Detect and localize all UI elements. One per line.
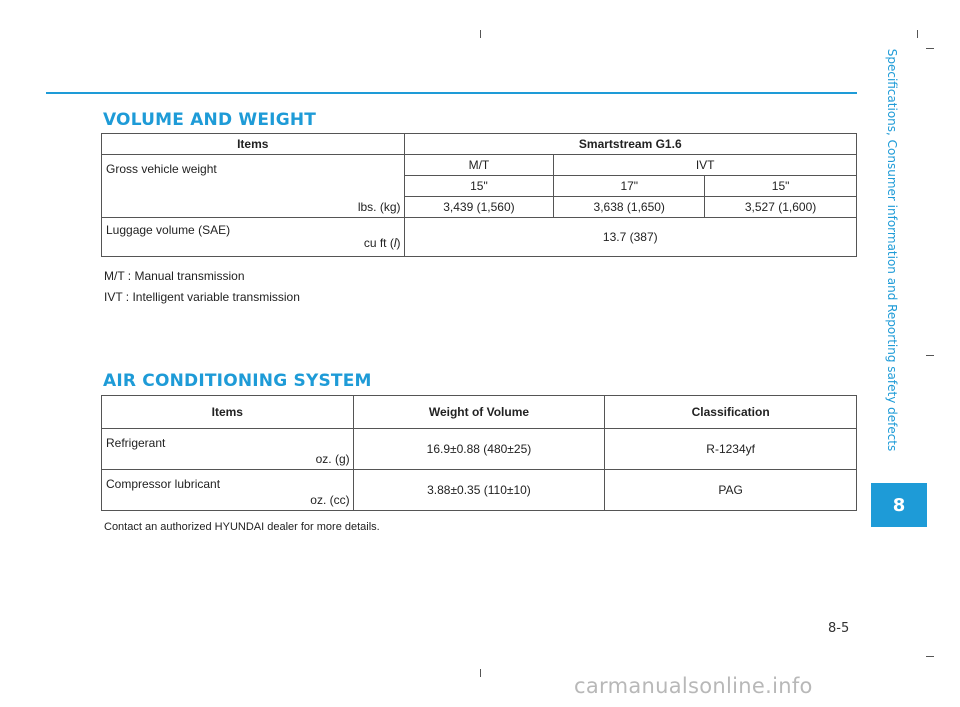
refrigerant-classification: R-1234yf: [605, 429, 857, 470]
crop-mark: [926, 355, 934, 356]
refrigerant-label: Refrigerant: [106, 436, 166, 450]
crop-mark: [917, 30, 918, 38]
header-items: Items: [102, 396, 354, 429]
page-number: 8-5: [828, 621, 850, 636]
chapter-number: 8: [892, 494, 906, 516]
transmission-ivt: IVT: [554, 155, 857, 176]
gross-weight-label: Gross vehicle weight: [106, 162, 217, 176]
volume-weight-table: [101, 133, 857, 257]
luggage-label: Luggage volume (SAE): [106, 223, 231, 237]
luggage-row: [102, 218, 857, 257]
chapter-tab: [871, 483, 927, 527]
header-items: Items: [102, 134, 405, 155]
crop-mark: [926, 656, 934, 657]
lubricant-weight: 3.88±0.35 (110±10): [353, 470, 605, 511]
gross-weight-value: 3,439 (1,560): [404, 197, 554, 218]
lubricant-unit: oz. (cc): [310, 493, 350, 507]
lubricant-classification: PAG: [605, 470, 857, 511]
ac-section-title: AIR CONDITIONING SYSTEM: [103, 371, 372, 391]
volume-section-title: VOLUME AND WEIGHT: [103, 110, 317, 130]
wheel-size: 15": [404, 176, 554, 197]
luggage-value: 13.7 (387): [404, 218, 856, 257]
table-row: [102, 429, 857, 470]
crop-mark: [480, 30, 481, 38]
note-mt: M/T : Manual transmission: [104, 269, 245, 283]
wheel-size: 15": [705, 176, 857, 197]
refrigerant-cell: [102, 429, 354, 470]
lubricant-cell: [102, 470, 354, 511]
gross-weight-unit: lbs. (kg): [357, 200, 401, 214]
header-classification: Classification: [605, 396, 857, 429]
chapter-side-title-text: Specifications, Consumer information and Reporting safety defects: [885, 48, 899, 452]
crop-mark: [480, 669, 481, 677]
dealer-note: Contact an authorized HYUNDAI dealer for more details.: [104, 521, 380, 533]
luggage-cell: [102, 218, 405, 257]
crop-mark: [926, 48, 934, 49]
transmission-mt: M/T: [404, 155, 554, 176]
table-header-row: [102, 396, 857, 429]
watermark: carmanualsonline.info: [574, 674, 813, 698]
refrigerant-unit: oz. (g): [315, 452, 350, 466]
gross-weight-cell: [102, 155, 405, 218]
transmission-row: [102, 155, 857, 176]
lubricant-label: Compressor lubricant: [106, 477, 221, 491]
wheel-size: 17": [554, 176, 705, 197]
gross-weight-value: 3,638 (1,650): [554, 197, 705, 218]
refrigerant-weight: 16.9±0.88 (480±25): [353, 429, 605, 470]
header-rule: [46, 92, 857, 94]
header-weight: Weight of Volume: [353, 396, 605, 429]
note-ivt: IVT : Intelligent variable transmission: [104, 290, 300, 304]
luggage-unit: cu ft (l): [363, 236, 401, 250]
header-engine: Smartstream G1.6: [404, 134, 856, 155]
air-conditioning-table: [101, 395, 857, 511]
gross-weight-value: 3,527 (1,600): [705, 197, 857, 218]
table-header-row: [102, 134, 857, 155]
table-row: [102, 470, 857, 511]
